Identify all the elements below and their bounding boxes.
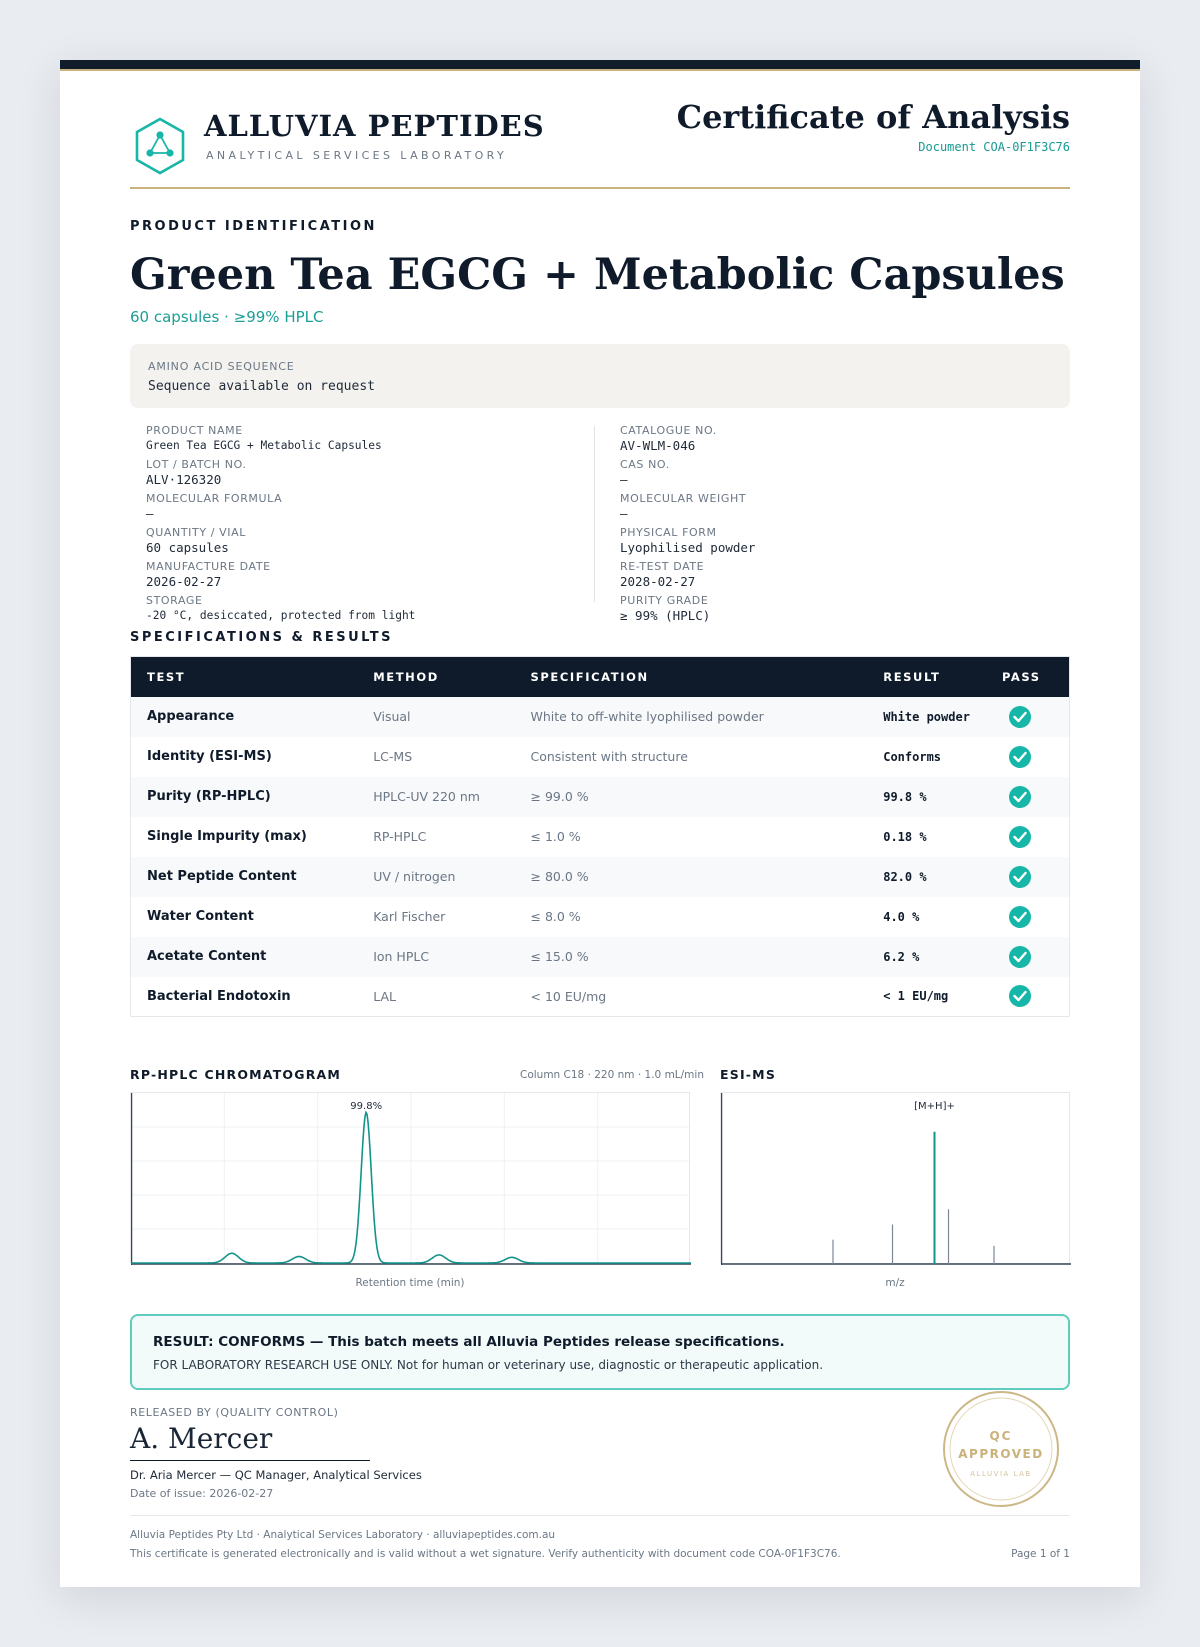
pass-cell xyxy=(986,737,1070,777)
footer-divider xyxy=(130,1515,1070,1516)
footer-validity-note: This certificate is generated electronically and is valid without a wet signature. Verify authenticity with document code COA-0F1F3C76. xyxy=(130,1548,841,1560)
detail-label: LOT / BATCH NO. xyxy=(146,458,247,471)
details-column-divider xyxy=(594,426,595,602)
research-use-disclaimer: FOR LABORATORY RESEARCH USE ONLY. Not for human or veterinary use, diagnostic or therapeutic application. xyxy=(153,1358,824,1372)
check-circle-icon xyxy=(1009,985,1031,1007)
result-cell: 0.18 % xyxy=(883,829,927,844)
detail-field xyxy=(620,560,1060,590)
detail-value: 2026-02-27 xyxy=(146,574,222,589)
signature: A. Mercer xyxy=(130,1422,273,1455)
detail-value: AV-WLM-046 xyxy=(620,438,696,453)
column-header-method: METHOD xyxy=(357,657,514,697)
detail-label: MOLECULAR WEIGHT xyxy=(620,492,747,505)
test-cell: Purity (RP-HPLC) xyxy=(131,777,358,817)
column-header-specification: SPECIFICATION xyxy=(515,657,868,697)
test-cell: Identity (ESI-MS) xyxy=(147,749,272,764)
hplc-chart xyxy=(130,1092,690,1264)
check-circle-icon xyxy=(1009,746,1031,768)
table-header-row xyxy=(131,657,1070,697)
specification-cell: ≥ 99.0 % xyxy=(515,777,868,817)
date-of-issue: Date of issue: 2026-02-27 xyxy=(130,1487,274,1500)
table-row xyxy=(131,777,1070,817)
detail-value: 60 capsules xyxy=(146,540,229,555)
result-cell: 4.0 % xyxy=(883,909,920,924)
result-cell: White powder xyxy=(867,697,986,737)
specification-cell: ≥ 80.0 % xyxy=(515,857,868,897)
result-cell: 99.8 % xyxy=(867,777,986,817)
detail-value: — xyxy=(620,472,628,487)
check-circle-icon xyxy=(1009,906,1031,928)
product-subtitle: 60 capsules · ≥99% HPLC xyxy=(130,308,324,326)
document-code: Document COA-0F1F3C76 xyxy=(918,140,1070,154)
pass-cell xyxy=(986,697,1070,737)
detail-field xyxy=(146,594,586,624)
detail-field xyxy=(620,492,1060,522)
detail-label: PHYSICAL FORM xyxy=(620,526,717,539)
sequence-value: Sequence available on request xyxy=(148,379,375,394)
brand-name: ALLUVIA PEPTIDES xyxy=(204,109,545,143)
specifications-table xyxy=(130,656,1070,1017)
test-cell: Acetate Content xyxy=(131,937,358,977)
result-headline: RESULT: CONFORMS — This batch meets all Alluvia Peptides release specifications. xyxy=(153,1334,785,1350)
hplc-chart-plot xyxy=(131,1093,691,1265)
stamp-line-3: ALLUVIA LAB xyxy=(970,1470,1032,1478)
hexagon-molecule-logo-icon xyxy=(134,117,186,175)
ms-x-axis-label: m/z xyxy=(885,1277,905,1289)
method-cell: Visual xyxy=(357,697,514,737)
test-cell: Water Content xyxy=(147,909,254,924)
document-title: Certificate of Analysis xyxy=(676,98,1070,136)
detail-value: -20 °C, desiccated, protected from light xyxy=(146,609,416,622)
hplc-x-axis-label: Retention time (min) xyxy=(355,1277,465,1289)
specification-cell: White to off-white lyophilised powder xyxy=(515,697,868,737)
check-circle-icon xyxy=(1009,866,1031,888)
stamp-line-1: QC xyxy=(989,1429,1013,1443)
detail-value: — xyxy=(146,506,154,521)
specification-cell: Consistent with structure xyxy=(530,749,688,764)
detail-label: MANUFACTURE DATE xyxy=(146,560,271,573)
result-cell: Conforms xyxy=(883,749,942,764)
method-cell: Ion HPLC xyxy=(357,937,514,977)
specification-cell: < 10 EU/mg xyxy=(530,988,607,1004)
detail-value: ALV·126320 xyxy=(146,472,222,487)
column-header-test: TEST xyxy=(131,657,358,697)
detail-field xyxy=(146,492,586,522)
main-peak-label: 99.8% xyxy=(350,1101,383,1112)
sequence-label: AMINO ACID SEQUENCE xyxy=(148,360,295,373)
result-cell: 6.2 % xyxy=(867,937,986,977)
product-section-label: PRODUCT IDENTIFICATION xyxy=(130,219,377,234)
pass-cell xyxy=(986,817,1070,857)
detail-value: — xyxy=(620,506,628,521)
result-cell: < 1 EU/mg xyxy=(883,989,949,1004)
specification-cell: ≤ 1.0 % xyxy=(530,829,581,844)
pass-cell xyxy=(986,977,1070,1017)
detail-label: CATALOGUE NO. xyxy=(620,424,717,437)
detail-label: STORAGE xyxy=(146,594,203,607)
specs-section-label: SPECIFICATIONS & RESULTS xyxy=(130,630,394,645)
detail-field xyxy=(620,594,1060,624)
table-row xyxy=(131,977,1070,1017)
detail-field xyxy=(146,458,586,488)
table-row xyxy=(131,937,1070,977)
table-row xyxy=(131,817,1070,857)
stamp-line-2: APPROVED xyxy=(958,1447,1044,1461)
pass-cell xyxy=(986,937,1070,977)
product-details-grid xyxy=(130,418,1070,623)
result-conformance-box xyxy=(130,1314,1070,1390)
released-by-label: RELEASED BY (QUALITY CONTROL) xyxy=(130,1406,339,1419)
detail-field xyxy=(620,458,1060,488)
detail-label: CAS NO. xyxy=(620,458,670,471)
method-cell: UV / nitrogen xyxy=(357,857,514,897)
test-cell: Appearance xyxy=(131,697,358,737)
specification-cell: ≤ 15.0 % xyxy=(515,937,868,977)
detail-field xyxy=(620,424,1060,454)
ms-chart xyxy=(720,1092,1070,1264)
certificate-content xyxy=(130,60,1070,1587)
test-cell: Bacterial Endotoxin xyxy=(147,988,291,1004)
footer-company: Alluvia Peptides Pty Ltd · Analytical Services Laboratory · alluviapeptides.com.au xyxy=(130,1529,556,1541)
column-header-result: RESULT xyxy=(867,657,986,697)
hplc-chart-note: Column C18 · 220 nm · 1.0 mL/min xyxy=(520,1069,704,1081)
sequence-box xyxy=(130,344,1070,408)
method-cell: LC-MS xyxy=(373,749,413,764)
table-row xyxy=(131,737,1070,777)
method-cell: RP-HPLC xyxy=(373,829,427,844)
specification-cell: ≤ 8.0 % xyxy=(530,909,581,924)
signature-line xyxy=(130,1460,370,1461)
method-cell: Karl Fischer xyxy=(373,909,446,924)
qc-approved-stamp-icon xyxy=(942,1390,1060,1508)
detail-value: 2028-02-27 xyxy=(620,574,696,589)
test-cell: Net Peptide Content xyxy=(131,857,358,897)
signer-name-title: Dr. Aria Mercer — QC Manager, Analytical Services xyxy=(130,1468,422,1482)
table-row xyxy=(131,897,1070,937)
result-cell: 82.0 % xyxy=(867,857,986,897)
detail-value: ≥ 99% (HPLC) xyxy=(620,608,711,623)
check-circle-icon xyxy=(1009,946,1031,968)
detail-label: QUANTITY / VIAL xyxy=(146,526,246,539)
detail-value: Lyophilised powder xyxy=(620,540,756,555)
detail-label: RE-TEST DATE xyxy=(620,560,705,573)
brand-subtitle: ANALYTICAL SERVICES LABORATORY xyxy=(206,149,508,162)
table-row xyxy=(131,857,1070,897)
header-divider xyxy=(130,187,1070,189)
detail-label: PRODUCT NAME xyxy=(146,424,243,437)
check-circle-icon xyxy=(1009,706,1031,728)
hplc-chart-title: RP-HPLC CHROMATOGRAM xyxy=(130,1067,342,1082)
column-header-pass: PASS xyxy=(986,657,1070,697)
pass-cell xyxy=(986,777,1070,817)
pass-cell xyxy=(986,897,1070,937)
test-cell: Single Impurity (max) xyxy=(147,829,307,844)
pass-cell xyxy=(986,857,1070,897)
check-circle-icon xyxy=(1009,826,1031,848)
detail-label: PURITY GRADE xyxy=(620,594,709,607)
detail-field xyxy=(620,526,1060,556)
detail-field xyxy=(146,526,586,556)
method-cell: HPLC-UV 220 nm xyxy=(357,777,514,817)
method-cell: LAL xyxy=(373,988,396,1004)
detail-field xyxy=(146,560,586,590)
page-number: Page 1 of 1 xyxy=(1011,1548,1070,1560)
certificate-page xyxy=(60,60,1140,1587)
table-row xyxy=(131,697,1070,737)
detail-field xyxy=(146,424,586,454)
ms-chart-title: ESI-MS xyxy=(720,1067,777,1082)
check-circle-icon xyxy=(1009,786,1031,808)
detail-value: Green Tea EGCG + Metabolic Capsules xyxy=(146,439,382,452)
specifications-table-body xyxy=(131,697,1070,1017)
ms-chart-plot xyxy=(721,1093,1071,1265)
ms-peak-label: [M+H]+ xyxy=(914,1101,955,1112)
product-name-heading: Green Tea EGCG + Metabolic Capsules xyxy=(130,250,1065,300)
detail-label: MOLECULAR FORMULA xyxy=(146,492,283,505)
